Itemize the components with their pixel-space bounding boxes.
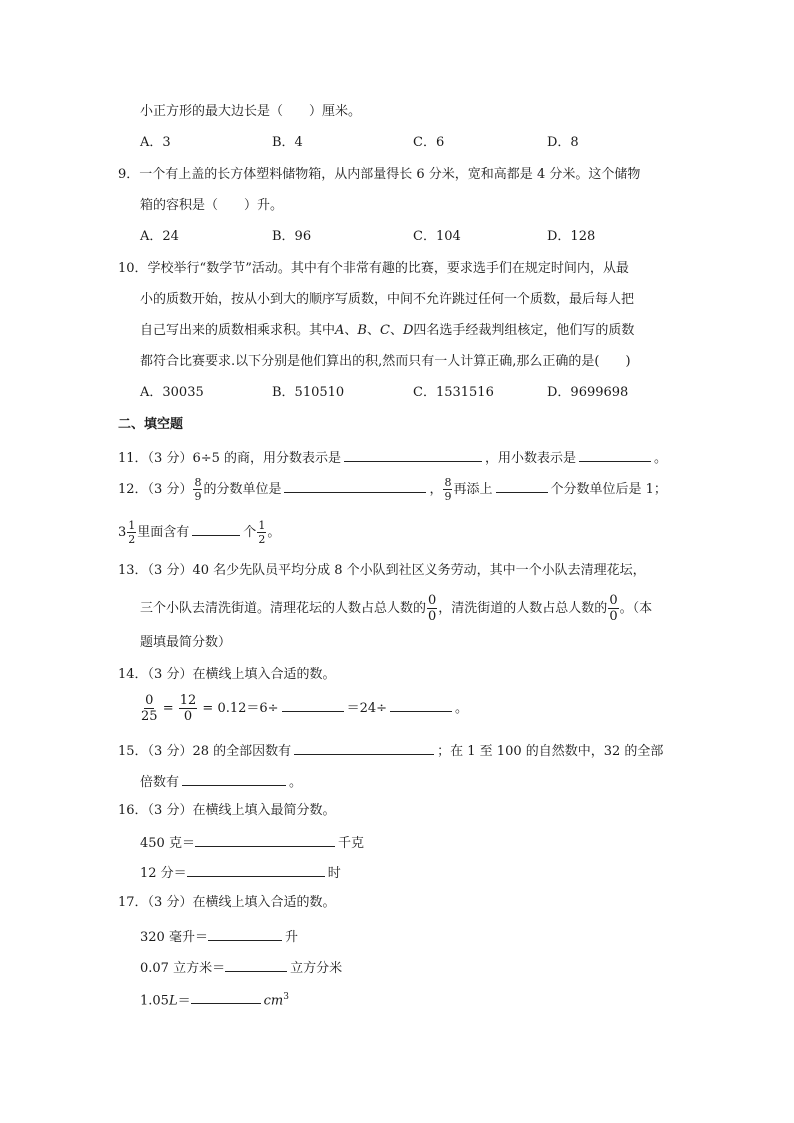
q14-fraction-2-numerator: 12 xyxy=(179,693,197,708)
q15-text-a: 15．（3 分）28 的全部因数有 xyxy=(118,744,292,759)
q14-fraction-1[interactable] xyxy=(141,694,158,723)
q13-fraction-2-denominator: 0 xyxy=(609,609,618,624)
q17-row-3-equals: ＝ xyxy=(177,993,191,1009)
q9-line-2: 箱的容积是（ ）升。 xyxy=(140,198,284,213)
q12-text-g: 里面含有 xyxy=(137,525,190,540)
q17-blank-cubic-dm[interactable] xyxy=(225,957,287,972)
q10-line-3: 自己写出来的质数相乘求积。其中A、B、C、D四名选手经裁判组核定，他们写的质数 xyxy=(140,323,635,338)
q11-blank-fraction[interactable] xyxy=(344,447,482,462)
q14-end: 。 xyxy=(455,701,469,716)
q12-mixed-whole: 3 xyxy=(118,525,127,540)
q10-line-4: 都符合比赛要求.以下分别是他们算出的积,然而只有一人计算正确,那么正确的是( ) xyxy=(140,354,631,369)
q17-row-3-value: 1.05 xyxy=(140,993,169,1009)
q12-fraction-half xyxy=(257,520,266,545)
q16-blank-kg[interactable] xyxy=(195,832,335,847)
q17-row-3-liter-symbol: L xyxy=(168,993,178,1009)
q10-name-d: D xyxy=(402,323,414,338)
q8-option-b: B．4 xyxy=(272,135,303,150)
q15-text-b: ；在 1 至 100 的自然数中，32 的全部 xyxy=(437,744,664,759)
q12-half-numerator: 1 xyxy=(258,519,266,532)
q12-text-b: 的分数单位是 xyxy=(203,482,282,497)
q17-row-1 xyxy=(140,926,298,947)
q11-text-a: 11．（3 分）6÷5 的商，用分数表示是 xyxy=(118,451,342,466)
q13-fraction-1-numerator: 0 xyxy=(428,593,437,608)
q14-fraction-2-denominator: 0 xyxy=(183,709,193,724)
q14-equation xyxy=(140,692,468,726)
q14-title: 14．（3 分）在横线上填入合适的数。 xyxy=(118,667,336,682)
q13-fraction-1-denominator: 0 xyxy=(428,609,437,624)
q12-text-d: 再添上 xyxy=(453,482,493,497)
q10-name-a: A xyxy=(335,323,345,338)
q17-row-3-unit: cm xyxy=(263,993,284,1009)
q14-fraction-1-denominator: 25 xyxy=(141,709,158,724)
q15-line-1 xyxy=(118,740,663,761)
q8-option-a: A．3 xyxy=(140,135,171,150)
q12-fraction-repeat-numerator: 8 xyxy=(444,476,452,489)
q17-row-1-label: 320 毫升＝ xyxy=(140,930,208,945)
q8-option-c: C．6 xyxy=(413,135,445,150)
q14-mid-text: = 0.12＝6÷ xyxy=(202,701,279,716)
q15-text-d: 。 xyxy=(289,775,303,790)
q13-fraction-blank-1[interactable] xyxy=(427,594,437,623)
q12-mixed-fraction xyxy=(127,520,136,545)
q16-row-2-label: 12 分＝ xyxy=(140,866,187,881)
q9-option-c: C．104 xyxy=(413,229,461,244)
q10-line-3-text-a: 自己写出来的质数相乘求积。其中 xyxy=(140,323,336,338)
q16-row-1-unit: 千克 xyxy=(337,836,364,851)
q17-row-1-unit: 升 xyxy=(284,930,298,945)
q12-fraction-8-9 xyxy=(193,477,202,502)
q12-line-2 xyxy=(118,520,280,546)
q13-text-c: 。（本 xyxy=(619,601,653,616)
q12-text-e: 个分数单位后是 1； xyxy=(550,482,667,497)
q10-option-b: B．510510 xyxy=(272,385,345,400)
q10-name-c: C xyxy=(380,323,390,338)
q12-blank-halves[interactable] xyxy=(192,521,240,536)
q12-half-denominator: 2 xyxy=(258,533,266,546)
q9-option-b: B．96 xyxy=(272,229,312,244)
q9-option-d: D．128 xyxy=(547,229,596,244)
q16-row-2 xyxy=(140,862,341,883)
q10-line-1: 10．学校举行“数学节”活动。其中有个非常有趣的比赛，要求选手们在规定时间内，从最 xyxy=(118,261,629,276)
q13-line-2 xyxy=(140,594,652,623)
q14-fraction-2[interactable] xyxy=(179,694,198,723)
q10-line-3-text-b: 四名选手经裁判组核定，他们写的质数 xyxy=(413,323,635,338)
q15-blank-multiples[interactable] xyxy=(182,771,286,786)
q12-fraction-denominator: 9 xyxy=(194,490,202,503)
q17-row-2-label: 0.07 立方米＝ xyxy=(140,961,226,976)
q14-blank-divisor-2[interactable] xyxy=(390,697,452,712)
q17-row-2-unit: 立方分米 xyxy=(290,961,343,976)
q13-line-3: 题填最简分数） xyxy=(140,635,232,650)
q13-fraction-blank-2[interactable] xyxy=(608,594,618,623)
q17-title: 17．（3 分）在横线上填入合适的数。 xyxy=(118,895,336,910)
q15-line-2 xyxy=(140,771,302,792)
q14-blank-divisor-1[interactable] xyxy=(282,697,344,712)
q10-option-a: A．30035 xyxy=(140,385,204,400)
q17-blank-cm3[interactable] xyxy=(191,989,261,1004)
q13-text-b: ，清洗街道的人数占总人数的 xyxy=(438,601,608,616)
q9-line-1: 9．一个有上盖的长方体塑料储物箱，从内部量得长 6 分米，宽和高都是 4 分米。这个储物 xyxy=(118,167,641,182)
q12-text-a: 12．（3 分） xyxy=(118,482,193,497)
q11-text-b: ，用小数表示是 xyxy=(485,451,577,466)
q12-fraction-repeat-denominator: 9 xyxy=(444,490,452,503)
q13-line-1: 13．（3 分）40 名少先队员平均分成 8 个小队到社区义务劳动，其中一个小队去清理花坛， xyxy=(118,563,646,578)
q9-option-a: A．24 xyxy=(140,229,179,244)
q12-fraction-8-9-repeat xyxy=(443,477,452,502)
q11-blank-decimal[interactable] xyxy=(579,447,651,462)
q14-equals: = xyxy=(162,701,174,716)
q14-mid-text-2: ＝24÷ xyxy=(346,701,387,716)
q16-row-1-label: 450 克＝ xyxy=(140,836,195,851)
q17-row-3 xyxy=(140,988,289,1010)
q12-mixed-numerator: 1 xyxy=(128,519,136,532)
q12-text-h: 个 xyxy=(243,525,257,540)
q16-row-2-unit: 时 xyxy=(327,866,341,881)
q14-fraction-1-numerator: 0 xyxy=(145,693,154,708)
q8-option-d: D．8 xyxy=(547,135,579,150)
q8-continuation: 小正方形的最大边长是（ ）厘米。 xyxy=(140,104,362,119)
q15-text-c: 倍数有 xyxy=(140,775,180,790)
q11-text-c: 。 xyxy=(654,451,668,466)
section-2-heading: 二、填空题 xyxy=(118,417,184,432)
q13-text-a: 三个小队去清洗街道。清理花坛的人数占总人数的 xyxy=(140,601,427,616)
q16-blank-hours[interactable] xyxy=(187,862,325,877)
q12-blank-count[interactable] xyxy=(496,478,548,493)
q16-row-1 xyxy=(140,832,364,853)
q15-blank-factors[interactable] xyxy=(294,740,434,755)
q17-row-2 xyxy=(140,957,342,978)
q17-blank-liters[interactable] xyxy=(208,926,282,941)
q12-text-c: ， xyxy=(429,482,443,497)
q12-line-1 xyxy=(118,477,667,503)
q11-line xyxy=(118,447,667,468)
q12-mixed-denominator: 2 xyxy=(128,533,136,546)
q16-title: 16．（3 分）在横线上填入最简分数。 xyxy=(118,803,336,818)
q10-option-d: D．9699698 xyxy=(547,385,629,400)
q17-row-3-exponent: 3 xyxy=(283,992,289,1002)
q12-text-i: 。 xyxy=(267,525,281,540)
q12-fraction-numerator: 8 xyxy=(194,476,202,489)
q13-fraction-2-numerator: 0 xyxy=(609,593,618,608)
q12-blank-unit[interactable] xyxy=(284,478,426,493)
q10-name-b: B xyxy=(357,323,367,338)
q10-option-c: C．1531516 xyxy=(413,385,494,400)
q10-line-2: 小的质数开始，按从小到大的顺序写质数，中间不允许跳过任何一个质数，最后每人把 xyxy=(140,292,635,307)
